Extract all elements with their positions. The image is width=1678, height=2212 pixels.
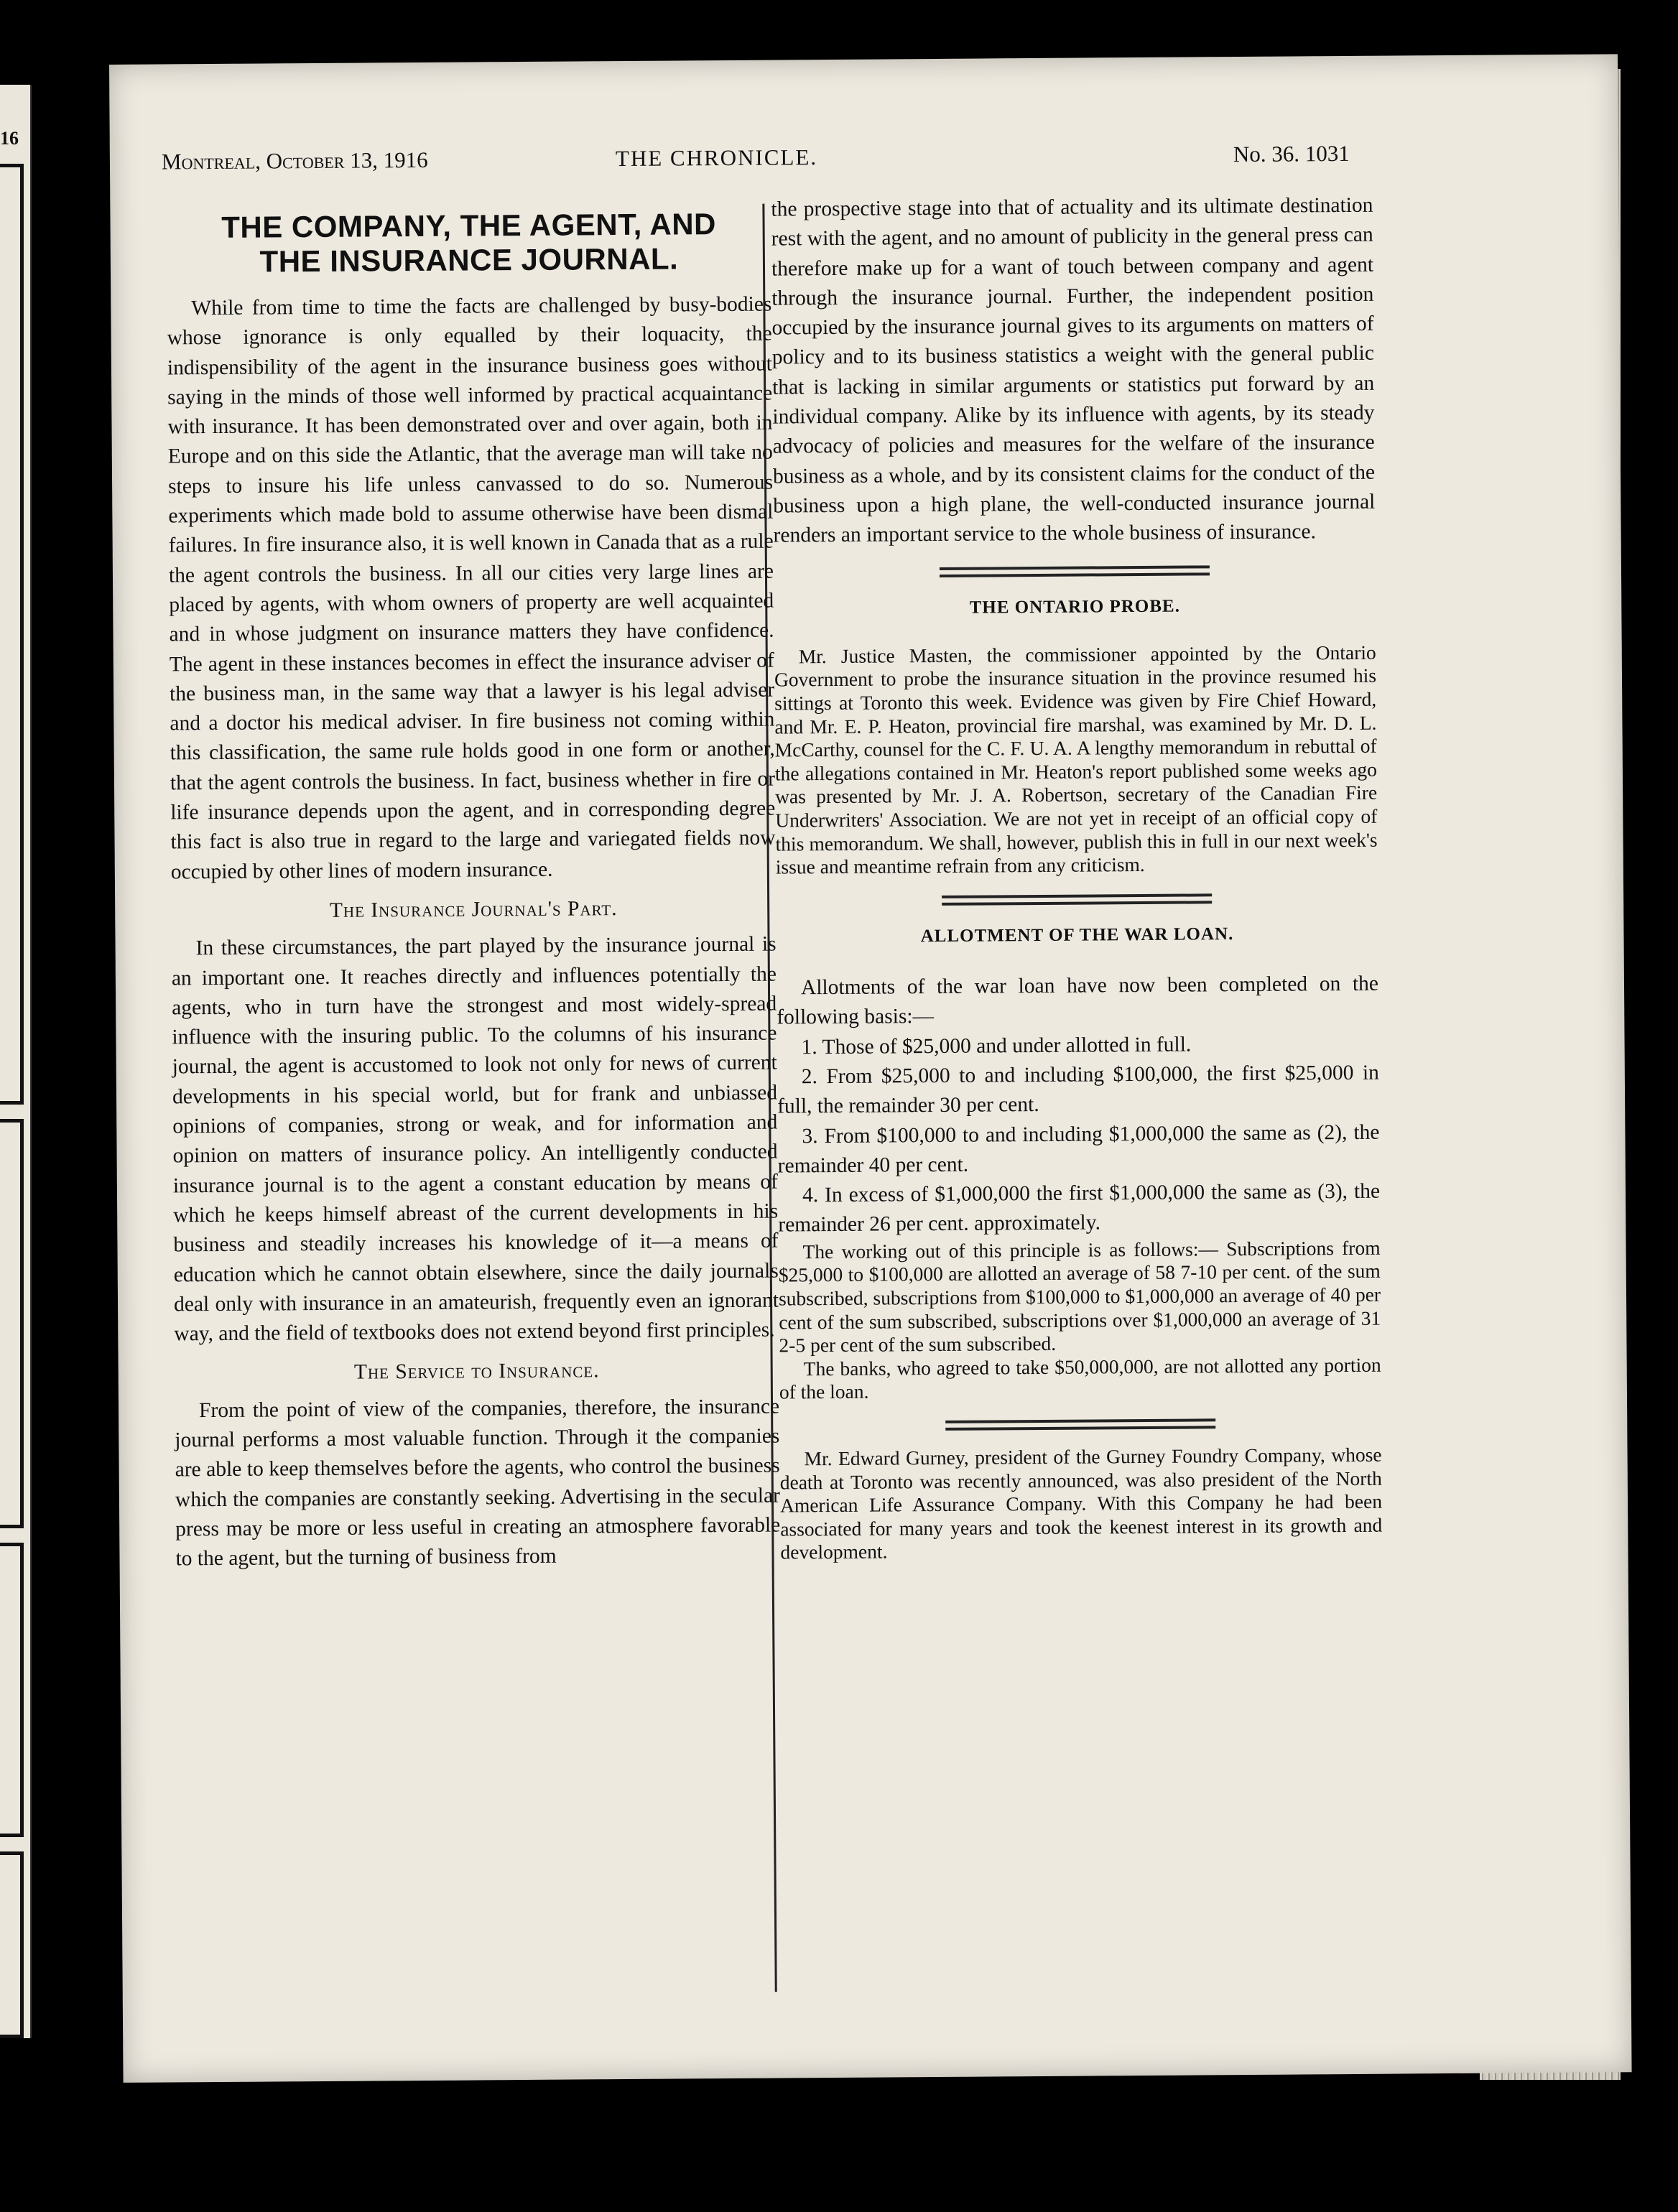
- allotment-list: [777, 1028, 1380, 1240]
- adjacent-page-number: 16: [0, 128, 19, 149]
- article-paragraph: Allotments of the war loan have now been completed on the following basis:—: [777, 972, 1379, 1029]
- section-rule: [945, 1418, 1215, 1431]
- article-subheading: The Service to Insurance.: [353, 1359, 600, 1385]
- article-title-line: THE INSURANCE JOURNAL.: [259, 241, 679, 279]
- column-right: [771, 191, 1382, 1565]
- article-paragraph: the prospective stage into that of actuality and its ultimate destination rest with the agent, and no amount of publicity in the general press can therefore make up for a want of touch between company and agent through the insurance journal. Further, the independent position occupied by the insurance journal gives to its arguments on matters of policy and to its business statistics a weight with the general public that is lacking in similar arguments or statistics put forward by an individual company. Alike by its influence with agents, by its steady advocacy of policies and measures for the welfare of the insurance business as a whole, and by its consistent claims for the conduct of the business upon a high plane, the well-conducted insurance journal renders an important service to the whole business of insurance.: [771, 193, 1376, 547]
- section-rule: [942, 893, 1212, 906]
- adjacent-page-frame: [0, 164, 24, 1105]
- article-subheading: The Insurance Journal's Part.: [329, 897, 618, 922]
- section-rule: [940, 565, 1210, 577]
- article-paragraph: Mr. Justice Masten, the commissioner appointed by the Ontario Government to probe the insurance situation in the province resumed his sittings at Toronto this week. Evidence was given by Fire Chief Howard, and Mr. E. P. Heaton, provincial fire marshal, was examined by Mr. D. L. McCarthy, counsel for the C. F. U. A. A lengthy memorandum in rebuttal of the allegations contained in Mr. Heaton's report published some weeks ago was presented by Mr. J. A. Robertson, secretary of the Canadian Fire Underwriters' Association. We are not yet in receipt of an official copy of this memorandum. We shall, however, publish this in full in our next week's issue and meantime refrain from any criticism.: [774, 641, 1378, 878]
- article-title-line: THE COMPANY, THE AGENT, AND: [221, 207, 717, 244]
- article-title: [166, 207, 771, 280]
- column-left: [166, 207, 780, 1574]
- article-paragraph: From the point of view of the companies, therefore, the insurance journal performs a most valuable function. Through it the companies are able to keep themselves before the agents, who control the business which the companies are constantly seeking. Advertising in the secular press may be more or less useful in creating an atmosphere favorable to the agent, but the turning of business from: [175, 1395, 781, 1571]
- list-item: 2. From $25,000 to and including $100,000, the first $25,000 in full, the remainder 30 per cent.: [777, 1061, 1379, 1118]
- header-issue-page: No. 36. 1031: [1233, 140, 1350, 167]
- article-paragraph: The banks, who agreed to take $50,000,000, are not allotted any portion of the loan.: [779, 1353, 1381, 1403]
- adjacent-page-fragment: [0, 85, 32, 2038]
- page-header: [162, 141, 1383, 192]
- section-heading: THE ONTARIO PROBE.: [969, 596, 1181, 618]
- adjacent-page-frame: [0, 1119, 24, 1528]
- list-item: 3. From $100,000 to and including $1,000,000 the same as (2), the remainder 40 per cent.: [777, 1120, 1380, 1178]
- article-paragraph: In these circumstances, the part played by the insurance journal is an important one. It reaches directly and influences potentially the agents, who in turn have the strongest and most widely-spread influence with the insuring public. To the columns of his insurance journal, the agent is accustomed to look not only for news of current developments in his special world, but for frank and unbiassed opinions of companies, strong or weak, and for information and opinion on matters of insurance policy. An intelligently conducted insurance journal is to the agent a constant education by means of which he keeps himself abreast of the current developments in his business and steadily increases his knowledge of it—a means of education which he cannot obtain elsewhere, since the daily journals deal only with insurance in an amateurish, frequently even an ignorant way, and the field of textbooks does not extend beyond first principles.: [171, 932, 779, 1346]
- list-item: 4. In excess of $1,000,000 the first $1,000,000 the same as (3), the remainder 26 per cent. approximately.: [778, 1179, 1381, 1237]
- newspaper-page: [109, 54, 1632, 2083]
- list-item: 1. Those of $25,000 and under allotted in full.: [801, 1033, 1192, 1059]
- header-date: Montreal, October 13, 1916: [161, 147, 428, 175]
- adjacent-page-frame: [0, 1543, 24, 1837]
- article-paragraph: The working out of this principle is as follows:— Subscriptions from $25,000 to $100,000 are allotted an average of 58 7-10 per cent. of the sum subscribed, subscriptions from $100,000 to $1,000,000 an average of 40 per cent of the sum subscribed, subscriptions over $1,000,000 an average of 31 2-5 per cent of the sum subscribed.: [778, 1236, 1381, 1357]
- adjacent-page-frame: [0, 1851, 24, 2038]
- article-paragraph: While from time to time the facts are challenged by busy-bodies whose ignorance is only equalled by their loquacity, the indispensibility of the agent in the insurance business goes without saying in the minds of those well informed by practical acquaintance with insurance. It has been demonstrated over and over again, both in Europe and on this side the Atlantic, that the average man will take no steps to insure his life unless canvassed to do so. Numerous experiments which made bold to assume otherwise have been dismal failures. In fire insurance also, it is well known in Canada that as a rule the agent controls the business. In all our cities very large lines are placed by agents, with whom owners of property are well acquainted and in whose judgment on insurance matters they have confidence. The agent in these instances becomes in effect the insurance adviser of the business man, in the same way that a lawyer is his legal adviser and a doctor his medical adviser. In fire business not coming within this classification, the same rule holds good in one form or another, that the agent controls the business. In fact, business whether in fire or life insurance depends upon the agent, and in corresponding degree this fact is also true in regard to the large and variegated fields now occupied by other lines of modern insurance.: [167, 292, 776, 884]
- section-heading: ALLOTMENT OF THE WAR LOAN.: [920, 924, 1234, 946]
- header-masthead: THE CHRONICLE.: [615, 144, 818, 172]
- article-paragraph: Mr. Edward Gurney, president of the Gurney Foundry Company, whose death at Toronto was recently announced, was also president of the North American Life Assurance Company. With this Company he had been associated for many years and took the keenest interest in its growth and development.: [779, 1443, 1383, 1563]
